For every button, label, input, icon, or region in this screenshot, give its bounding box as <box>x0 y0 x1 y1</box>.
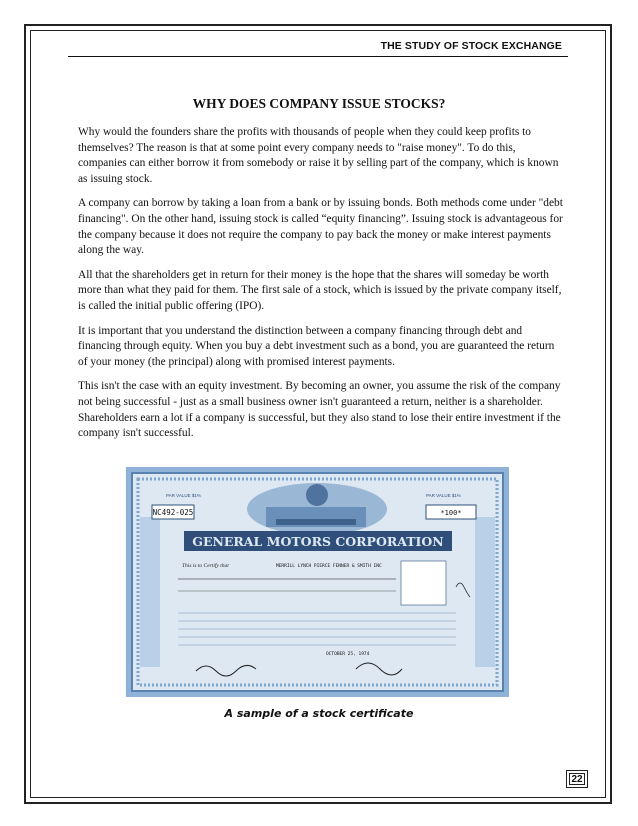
figure-caption: A sample of a stock certificate <box>224 707 414 720</box>
par-value-right: PAR VALUE $1⅔ <box>426 493 461 498</box>
certificate-date: OCTOBER 25, 1974 <box>326 652 370 657</box>
par-value-left: PAR VALUE $1⅔ <box>166 493 201 498</box>
paragraph-3: All that the shareholders get in return for their money is the hope that the shares will someday be worth more than what they paid for them. The first sale of a stock, which is issued by the private company itself, is called the initial public offering (IPO). <box>78 268 562 312</box>
paragraph-1: Why would the founders share the profits with thousands of people when they could keep profits to themselves? The reason is that at some point every company needs to "raise money". To do this, companies can either borrow it from somebody or raise it by selling part of the company, which is known as issuing stock. <box>78 126 559 185</box>
header-rule <box>68 56 568 57</box>
section-title: WHY DOES COMPANY ISSUE STOCKS? <box>192 96 446 111</box>
certificate-banner: GENERAL MOTORS CORPORATION <box>192 534 444 549</box>
paragraph-2: A company can borrow by taking a loan from a bank or by issuing bonds. Both methods come under "debt financing". On the other hand, issuing stock is called “equity financing”. Issuing stock is advantageous for the company because it does not require the company to pay back the money or make interest payments along the way. <box>78 197 563 257</box>
certificate-number: NC492-025 <box>152 508 194 517</box>
holder-name: MERRILL LYNCH PIERCE FENNER & SMITH INC <box>276 564 382 569</box>
stock-certificate-image <box>126 467 509 697</box>
page-number: 22 <box>569 773 585 785</box>
stock-certificate <box>126 467 509 697</box>
page-number-box <box>566 770 588 788</box>
paragraph-5: This isn't the case with an equity investment. By becoming an owner, you assume the risk of the company not being successful - just as a small business owner isn't guaranteed a return, neither is a shareholder. Shareholders earn a lot if a company is successful, but they also stand to lose their entire investment if the company isn't successful. <box>78 380 561 440</box>
shares-box: *100* <box>440 509 462 517</box>
running-header: THE STUDY OF STOCK EXCHANGE <box>380 40 562 52</box>
certify-text: This is to Certify that <box>182 563 229 569</box>
article-body <box>78 125 564 451</box>
paragraph-4: It is important that you understand the distinction between a company financing through debt and financing through equity. When you buy a debt investment such as a bond, you are guaranteed the return of your money (the principal) along with promised interest payments. <box>78 324 555 368</box>
